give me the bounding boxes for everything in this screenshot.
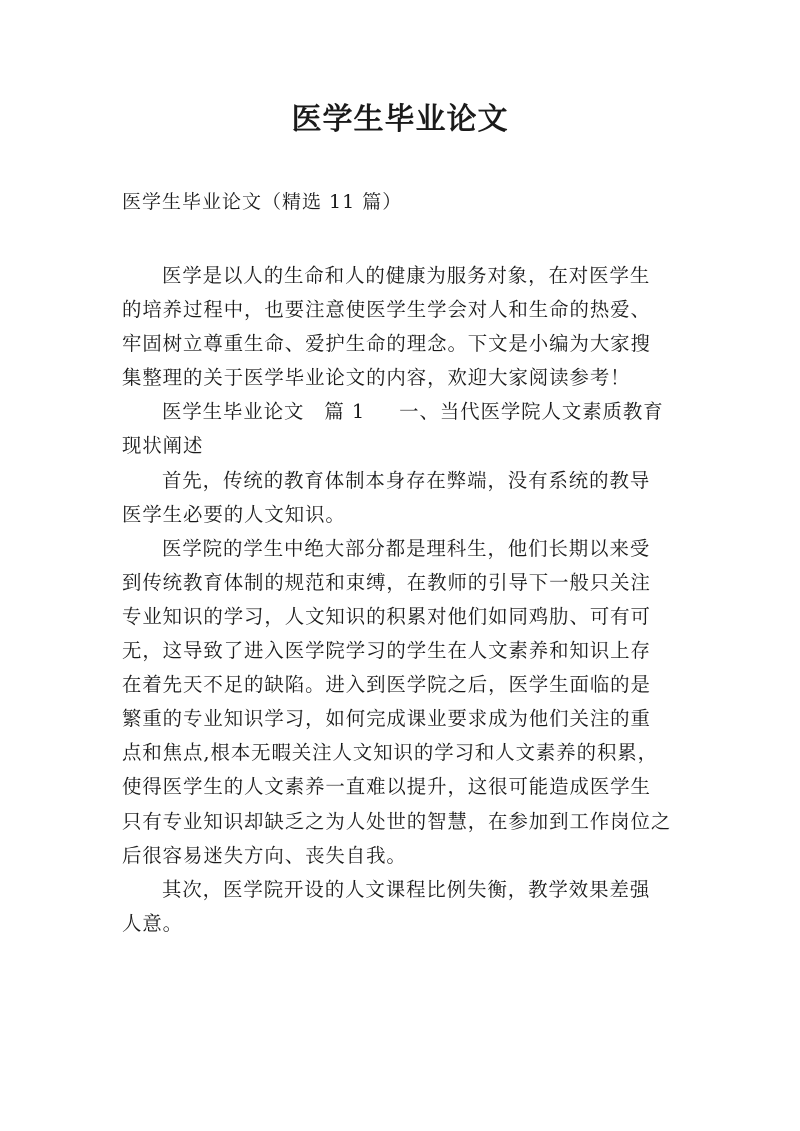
paragraph-line: 无，这导致了进入医学院学习的学生在人文素养和知识上存 xyxy=(122,639,651,663)
paragraph-line: 人意。 xyxy=(122,911,184,935)
document-body xyxy=(122,259,682,941)
paragraph-line: 在着先天不足的缺陷。进入到医学院之后，医学生面临的是 xyxy=(122,673,651,697)
paragraph-line: 现状阐述 xyxy=(122,434,204,458)
section-number: 篇 1 xyxy=(324,400,366,424)
paragraph-line: 医学生必要的人文知识。 xyxy=(122,502,346,526)
section-heading-line xyxy=(122,395,682,429)
paragraph-line: 点和焦点,根本无暇关注人文知识的学习和人文素养的积累， xyxy=(122,741,658,765)
paragraph-line: 的培养过程中，也要注意使医学生学会对人和生命的热爱、 xyxy=(122,298,651,322)
paragraph-line: 到传统教育体制的规范和束缚，在教师的引导下一般只关注 xyxy=(122,570,651,594)
paragraph-line: 使得医学生的人文素养一直难以提升，这很可能造成医学生 xyxy=(122,775,651,799)
paragraph-line: 繁重的专业知识学习，如何完成课业要求成为他们关注的重 xyxy=(122,707,651,731)
paragraph-line: 医学是以人的生命和人的健康为服务对象，在对医学生 xyxy=(162,264,651,287)
paragraph-line: 其次，医学院开设的人文课程比例失衡，教学效果差强 xyxy=(162,877,651,901)
paragraph-line: 首先，传统的教育体制本身存在弊端，没有系统的教导 xyxy=(162,468,651,492)
paragraph-line: 专业知识的学习，人文知识的积累对他们如同鸡肋、可有可 xyxy=(122,604,651,628)
paragraph-line: 医学院的学生中绝大部分都是理科生，他们长期以来受 xyxy=(162,536,651,560)
section-heading: 一、当代医学院人文素质教育 xyxy=(399,400,664,424)
document-title: 医学生毕业论文 xyxy=(291,102,509,137)
paragraph-line: 后很容易迷失方向、丧失自我。 xyxy=(122,843,407,867)
section-label: 医学生毕业论文 xyxy=(162,400,305,424)
paragraph-line: 牢固树立尊重生命、爱护生命的理念。下文是小编为大家搜 xyxy=(122,332,651,356)
paragraph-line: 集整理的关于医学毕业论文的内容，欢迎大家阅读参考！ xyxy=(122,366,631,390)
document-subtitle: 医学生毕业论文（精选 11 篇） xyxy=(122,191,403,213)
paragraph-line: 只有专业知识却缺乏之为人处世的智慧，在参加到工作岗位之 xyxy=(122,809,672,833)
